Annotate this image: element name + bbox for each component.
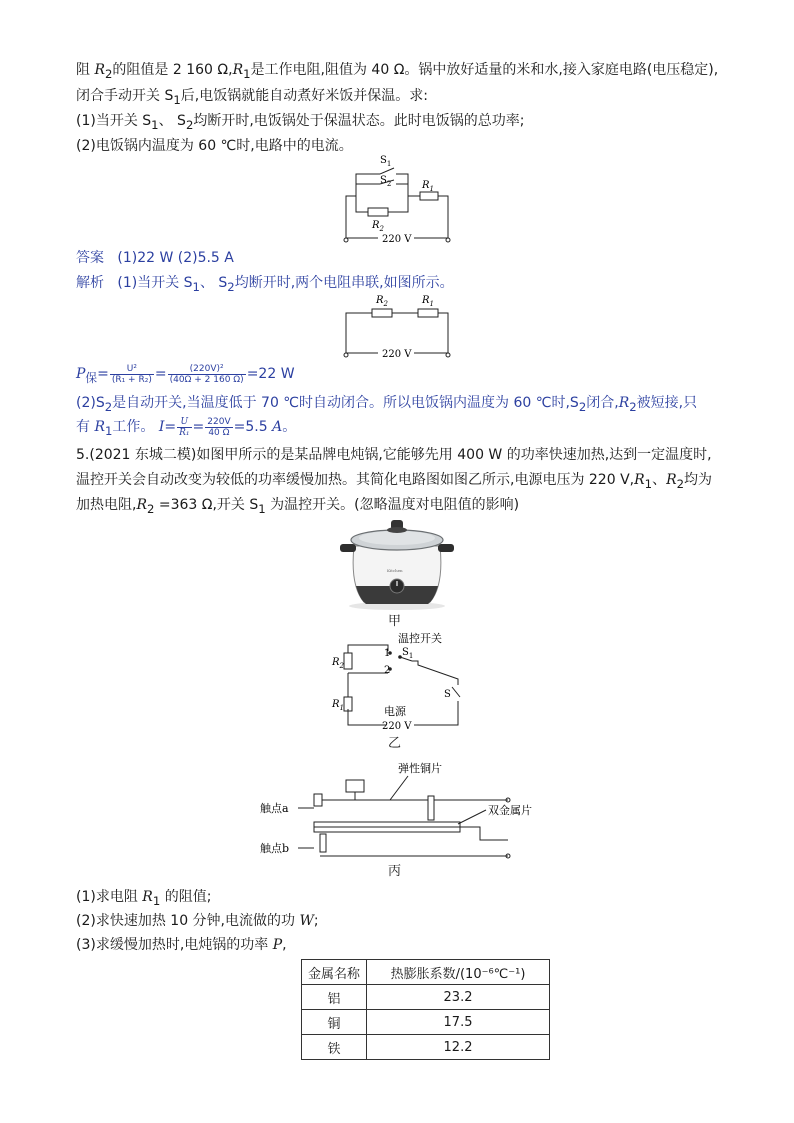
bimetal-copper-label: 弹性铜片 bbox=[398, 762, 442, 775]
problem5-question-2: (2)求快速加热 10 分钟,电流做的功 W; bbox=[76, 913, 319, 929]
cooker-brand: Kitchen bbox=[387, 568, 403, 573]
fig1-voltage: 220 V bbox=[382, 234, 412, 245]
circuit-diagram-2 bbox=[338, 289, 458, 361]
table-row bbox=[302, 1010, 550, 1035]
bimetal-contact-b: 触点b bbox=[260, 842, 290, 855]
table-cell: 17.5 bbox=[367, 1010, 550, 1035]
yi-s1-label: $S_1$ bbox=[402, 647, 414, 660]
fig1-s1-label: $S_1$ bbox=[380, 155, 392, 168]
bimetal-contact-a: 触点a bbox=[260, 802, 289, 815]
thermal-expansion-table bbox=[301, 959, 550, 1060]
yi-voltage: 220 V bbox=[382, 721, 412, 732]
table-header-cell: 金属名称 bbox=[302, 960, 367, 985]
yi-r2-label: $R_2$ bbox=[332, 657, 344, 670]
bimetal-strip-label: 双金属片 bbox=[488, 804, 532, 817]
circuit-diagram-1 bbox=[338, 152, 458, 248]
problem5-question-1: (1)求电阻 $R_1$ 的阻值; bbox=[76, 889, 212, 908]
fig2-r2-label: $R_2$ bbox=[376, 295, 388, 308]
table-header-cell: 热膨胀系数/(10⁻⁶℃⁻¹) bbox=[367, 960, 550, 985]
circuit-diagram-yi bbox=[328, 629, 468, 733]
yi-switch-label: 温控开关 bbox=[398, 632, 442, 645]
table-cell: 铝 bbox=[302, 985, 367, 1010]
figure-label-yi: 乙 bbox=[388, 736, 402, 751]
analysis-line-3: $(2)S_2$是自动开关,当温度低于 70 ℃时自动闭合。所以电饭锅内温度为 60 ℃时$,S_2$闭合$,R_2$被短接,只 bbox=[76, 395, 698, 414]
table-header-row bbox=[302, 960, 550, 985]
table-row bbox=[302, 1035, 550, 1060]
table-row bbox=[302, 985, 550, 1010]
fig2-r1-label: $R_1$ bbox=[422, 295, 434, 308]
fig1-r2-label: $R_2$ bbox=[372, 220, 384, 233]
figure-label-jia: 甲 bbox=[388, 614, 402, 629]
table-cell: 铁 bbox=[302, 1035, 367, 1060]
fig2-voltage: 220 V bbox=[382, 349, 412, 360]
answer-line: 答案 (1)22 W (2)5.5 A bbox=[76, 250, 234, 266]
problem5-line-2: 温控开关会自动改变为较低的功率缓慢加热。其简化电路图如图乙所示,电源电压为 220 $V,R_1$、$R_2$均为 bbox=[76, 472, 713, 491]
bimetal-switch-diagram bbox=[258, 752, 558, 862]
intro-line-2: 闭合手动开关 $S_1$后,电饭锅就能自动煮好米饭并保温。求: bbox=[76, 88, 428, 107]
intro-line-1: 阻 $R_2$的阻值是 2 160 $\Omega,R_1$是工作电阻,阻值为 40 Ω。锅中放好适量的米和水,接入家庭电路(电压稳定), bbox=[76, 62, 719, 81]
problem5-question-3: (3)求缓慢加热时,电炖锅的功率 P, bbox=[76, 937, 287, 953]
yi-pos1: 1 bbox=[384, 648, 391, 659]
yi-s-label: S bbox=[444, 689, 451, 700]
problem5-line-1: 5.(2021 东城二模)如图甲所示的是某品牌电炖锅,它能够先用 400 W 的功率快速加热,达到一定温度时, bbox=[76, 447, 712, 463]
question-2: (2)电饭锅内温度为 60 ℃时,电路中的电流。 bbox=[76, 138, 353, 154]
yi-r1-label: $R_1$ bbox=[332, 699, 344, 712]
yi-source-label: 电源 bbox=[384, 705, 406, 718]
question-1: (1)当开关 $S_1$、 $S_2$均断开时,电饭锅处于保温状态。此时电饭锅的总功率; bbox=[76, 113, 525, 132]
fig1-s2-label: $S_2$ bbox=[380, 175, 392, 188]
problem5-line-3: 加热电阻$,R_2 =363$ Ω,开关 $S_1$ 为温控开关。(忽略温度对电阻值的影响) bbox=[76, 497, 520, 516]
slow-cooker-image bbox=[336, 516, 458, 612]
table-cell: 23.2 bbox=[367, 985, 550, 1010]
analysis-line-1: 解析 (1)当开关 $S_1$、 $S_2$均断开时,两个电阻串联,如图所示。 bbox=[76, 275, 454, 294]
power-formula: $P_保=$ $\frac{\text{U²}}{\text{(R₁ + R₂)}}$ = $\frac{\text{(220V)²}}{(40\Omega + 2 160 \Omega)}$ =22 W bbox=[76, 363, 295, 385]
figure-label-bing: 丙 bbox=[388, 864, 402, 879]
table-cell: 12.2 bbox=[367, 1035, 550, 1060]
analysis-line-4: 有 $R_1$工作。 I= $\frac{U}{\text{R₁}}$ = $\frac{220V}{40 \Omega}$ =5.5 A。 bbox=[76, 416, 297, 438]
fig1-r1-label: $R_1$ bbox=[422, 180, 434, 193]
yi-pos2: 2 bbox=[384, 665, 391, 676]
table-cell: 铜 bbox=[302, 1010, 367, 1035]
